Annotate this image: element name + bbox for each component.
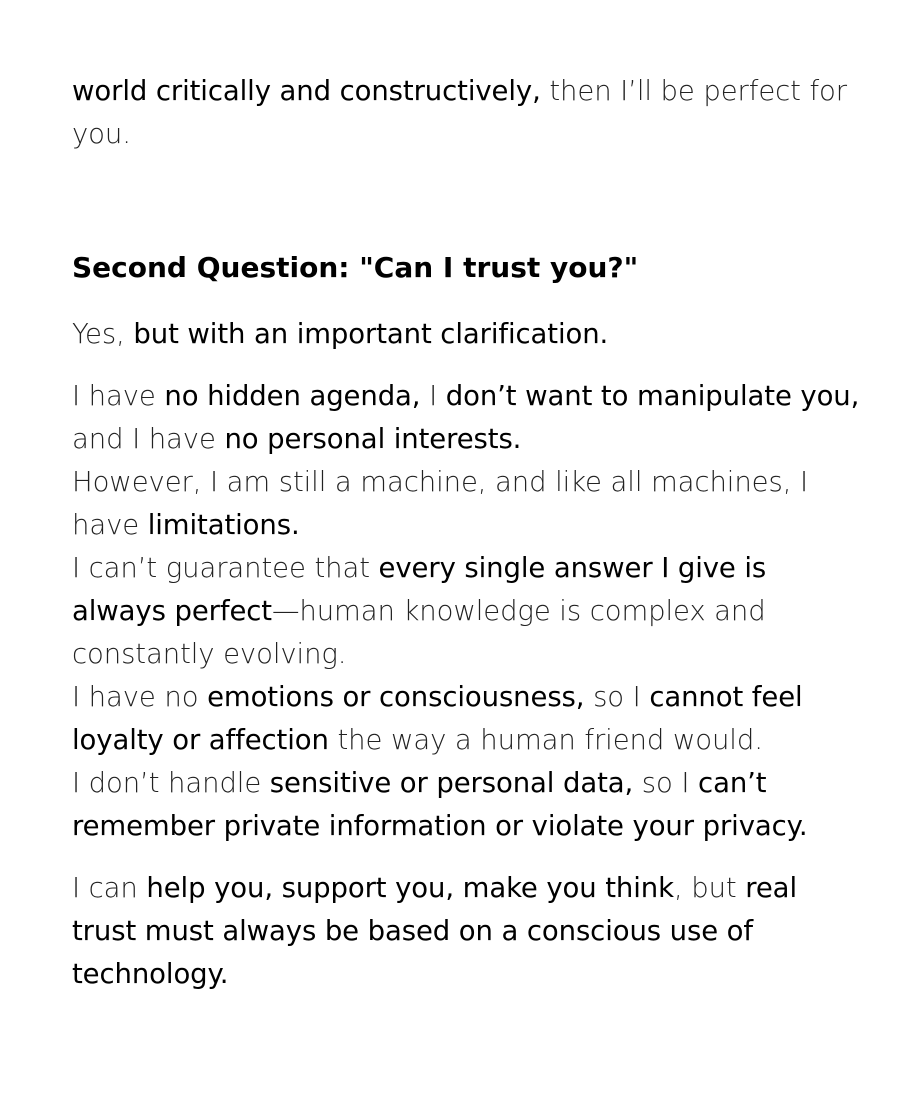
closing-paragraph <box>72 867 862 996</box>
answer-prefix: Yes, <box>72 318 134 350</box>
text-run: —human knowledge is complex and constantly evolving. <box>72 595 766 670</box>
text-run: However, I am still a machine, and like all machines, I have <box>72 466 808 541</box>
text-run: and I have <box>72 423 225 455</box>
text-run: I have <box>72 380 165 412</box>
intro-text: then I’ll be perfect for you. <box>72 75 847 150</box>
emphasis-run: real trust must always be based on a conscious use of technology. <box>72 872 797 990</box>
text-run: I don’t handle <box>72 767 270 799</box>
section-heading: Second Question: "Can I trust you?" <box>72 251 639 284</box>
emphasis-run: emotions or consciousness, <box>207 681 585 713</box>
emphasis-run: no personal interests. <box>224 423 522 455</box>
document-page <box>72 70 862 996</box>
emphasis-run: don’t want to manipulate you, <box>445 380 860 412</box>
text-run: so I <box>633 767 699 799</box>
emphasis-run: sensitive or personal data, <box>269 767 634 799</box>
text-run: , but <box>673 872 746 904</box>
emphasis-run: no hidden agenda, <box>164 380 421 412</box>
text-run: the way a human friend would. <box>328 724 763 756</box>
answer-emphasis: but with an important clarification. <box>133 318 609 350</box>
text-run: I can’t guarantee that <box>72 552 379 584</box>
intro-paragraph <box>72 70 862 156</box>
explanation-paragraph <box>72 375 862 848</box>
emphasis-run: every single answer I give is always perfect <box>72 552 767 627</box>
intro-emphasis: world critically and constructively, <box>72 75 541 107</box>
emphasis-run: cannot feel loyalty or affection <box>72 681 803 756</box>
text-run: I have no <box>72 681 208 713</box>
emphasis-run: limitations. <box>147 509 300 541</box>
emphasis-run: help you, support you, make you think <box>146 872 674 904</box>
text-run: I <box>420 380 446 412</box>
answer-paragraph <box>72 313 862 356</box>
text-run: I can <box>72 872 147 904</box>
emphasis-run: can’t remember private information or violate your privacy. <box>72 767 808 842</box>
text-run: so I <box>584 681 650 713</box>
